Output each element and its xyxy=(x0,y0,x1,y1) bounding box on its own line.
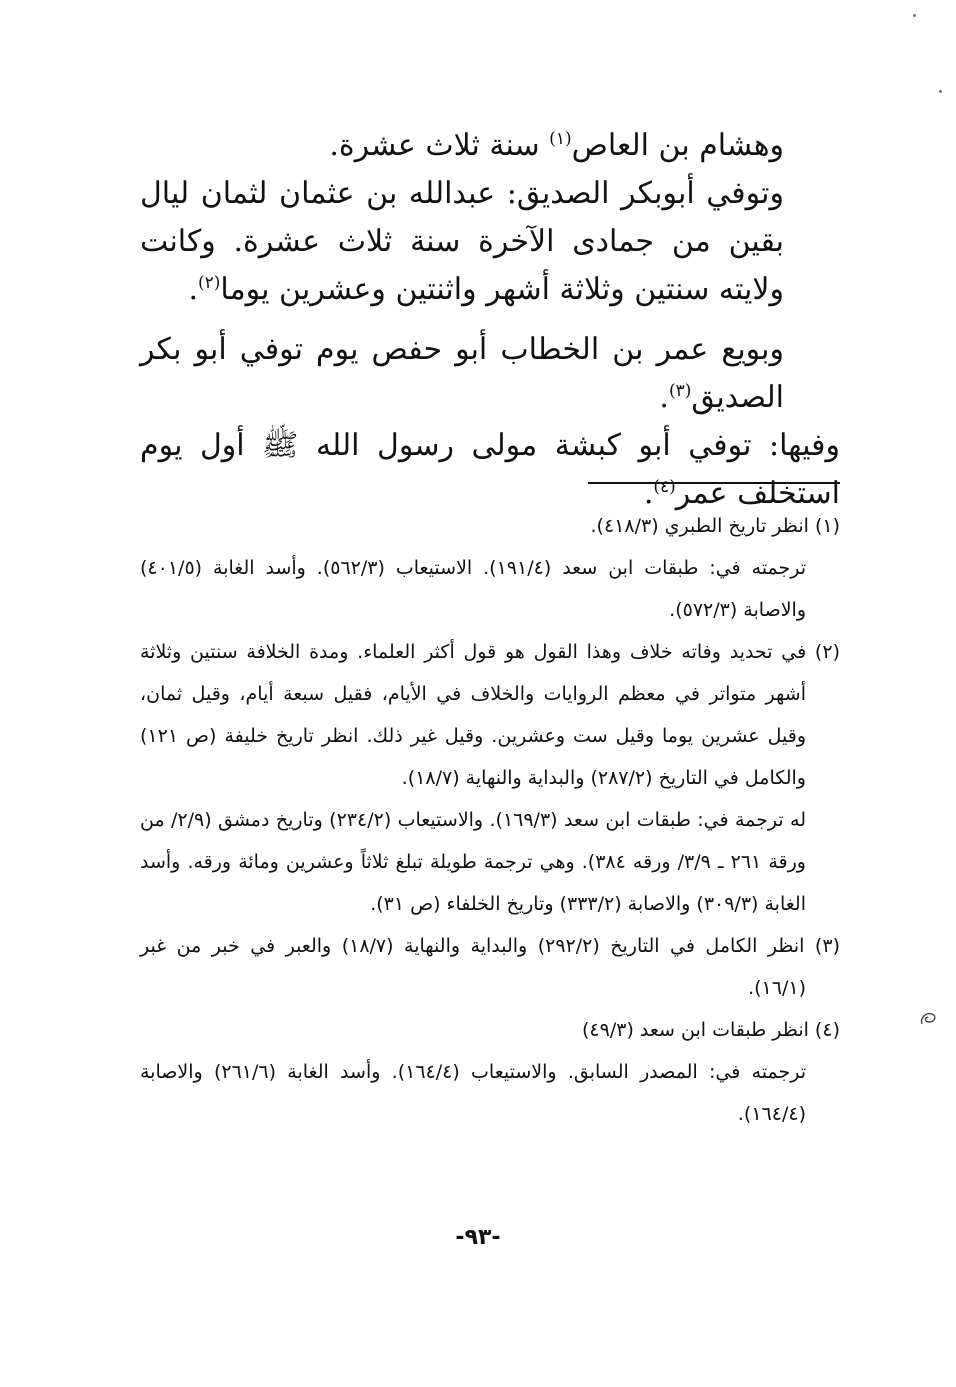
footnotes xyxy=(140,505,840,1135)
scan-speck xyxy=(913,14,916,17)
main-text-line: وبويع عمر بن الخطاب أبو حفص يوم توفي أبو بكر الصديق$^{(٣)}$. xyxy=(140,332,784,415)
margin-pen-mark xyxy=(918,1008,940,1030)
main-text-line: وفيها: توفي أبو كبشة مولى رسول الله ﷺ أول يوم استخلف عمر$^{(٤)}$. xyxy=(140,428,840,511)
footnote-marker: (٤) xyxy=(653,477,676,497)
page-number: -٩٣- xyxy=(455,1225,501,1250)
scan-speck xyxy=(939,90,942,93)
footnote-marker: (٢) xyxy=(198,273,221,293)
footnote-4-bio: ترجمته في: المصدر السابق. والاستيعاب (١٦٤/٤). وأسد الغابة (٢٦١/٦) والاصابة (١٦٤/٤). xyxy=(140,1061,807,1125)
footnote-4: (٤) انظر طبقات ابن سعد (٤٩/٣) xyxy=(582,1019,840,1041)
footnote-2-bio: له ترجمة في: طبقات ابن سعد (١٦٩/٣). والاستيعاب (٢٣٤/٢) وتاريخ دمشق (٢/٩/ من ورقة ٢٦١ ـ ٣/٩/ ورقه ٣٨٤). وهي ترجمة طويلة تبلغ ثلاثاً وعشرين ومائة ورقه. وأسد الغابة (٣٠٩/٣) والاصابة (٣٣٣/٢) وتاريخ الخلفاء (ص ٣١). xyxy=(140,809,806,915)
main-text-line: وهشام بن العاص$^{(١)}$ سنة ثلاث عشرة. xyxy=(329,128,784,163)
main-text-paragraph-2 xyxy=(140,326,840,518)
footnote-2: (٢) في تحديد وفاته خلاف وهذا القول هو قول أكثر العلماء. ومدة الخلافة سنتين وثلاثة أشهر متواتر في معظم الروايات والخلاف في الأيام، فقيل سبعة أيام، وقيل ثمان، وقيل عشرين يوما وقيل ست وعشرين. وقيل غير ذلك. انظر تاريخ خليفة (ص ١٢١) والكامل في التاريخ (٢٨٧/٢) والبداية والنهاية (١٨/٧). xyxy=(140,641,840,789)
main-text-paragraph-1 xyxy=(140,122,840,314)
footnote-3: (٣) انظر الكامل في التاريخ (٢٩٢/٢) والبداية والنهاية (١٨/٧) والعبر في خبر من غبر (١٦/١). xyxy=(140,935,840,999)
footnote-1-bio: ترجمته في: طبقات ابن سعد (١٩١/٤). الاستيعاب (٥٦٢/٣). وأسد الغابة (٤٠١/٥) والاصابة (٥٧٢/٣). xyxy=(140,557,806,621)
footnote-marker: (١) xyxy=(549,129,572,149)
footnote-separator xyxy=(588,482,840,484)
footnote-1: (١) انظر تاريخ الطبري (٤١٨/٣). xyxy=(590,515,840,537)
footnote-marker: (٣) xyxy=(668,381,692,401)
main-text-line: وتوفي أبوبكر الصديق: عبدالله بن عثمان لثمان ليال بقين من جمادى الآخرة سنة ثلاث عشرة. وكانت ولايته سنتين وثلاثة أشهر واثنتين وعشرين يوما$^{(٢)}$. xyxy=(140,176,784,307)
